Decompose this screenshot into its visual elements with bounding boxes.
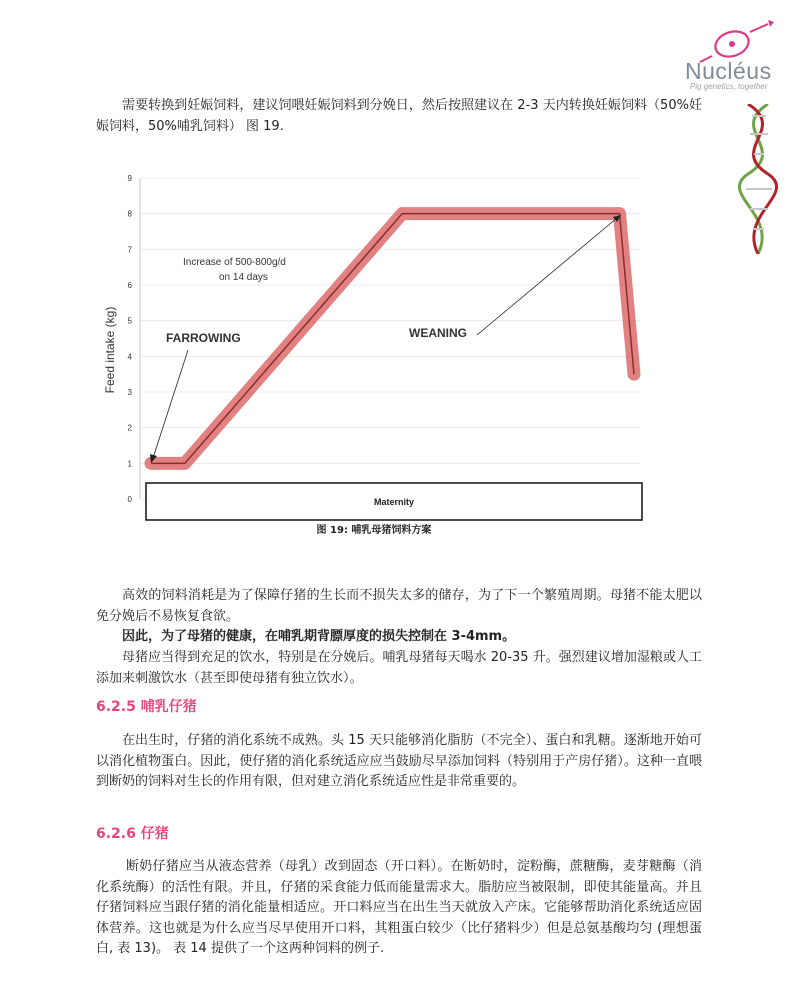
weaning-annotation: WEANING (409, 326, 467, 340)
y-tick-label: 6 (127, 281, 132, 290)
logo-tagline: Pig genetics, together (690, 82, 768, 91)
y-tick-label: 4 (127, 352, 132, 362)
logo-name: Nucléus (685, 58, 772, 84)
weaning-arrow (477, 218, 617, 335)
y-tick-label: 7 (127, 245, 132, 255)
section-6-2-6-text: 断奶仔猪应当从液态营养（母乳）改到固态（开口料）。在断奶时，淀粉酶，蔗糖酶，麦芽糖酶（消化系统酶）的活性有限。并且，仔猪的采食能力低而能量需求大。脂肪应当被限制，即使其能量高。并且仔猪饲料应当跟仔猪的消化能量相适应。开口料应当在出生当天就放入产床。它能够帮助消化系统适应固体营养。这也就是为什么应当尽早使用开口料，其粗蛋白较少（比仔猪料少）但是总氨基酸均匀 (理想蛋白, 表 13)。 表 14 提供了一个这两种饲料的例子. (96, 859, 702, 956)
paragraph-backfat: 因此，为了母猪的健康，在哺乳期背膘厚度的损失控制在 3-4mm。 (122, 629, 516, 644)
section-6-2-5-heading: 6.2.5 哺乳仔猪 (96, 699, 197, 715)
feed-intake-chart (96, 165, 656, 545)
y-tick-label: 2 (127, 423, 132, 433)
y-axis-label: Feed intake (kg) (103, 306, 117, 394)
paragraph-feed-efficiency: 高效的饲料消耗是为了保障仔猪的生长而不损失太多的储存，为了下一个繁殖周期。母猪不能太肥以免分娩后不易恢复食欲。 (96, 588, 702, 624)
dna-helix-icon (728, 104, 788, 254)
farrowing-annotation: FARROWING (166, 331, 241, 345)
y-tick-label: 9 (127, 174, 132, 183)
section-6-2-6-heading: 6.2.6 仔猪 (96, 826, 169, 842)
y-tick-label: 1 (127, 459, 132, 469)
increase-annotation-line1: Increase of 500-800g/d (183, 257, 286, 268)
y-tick-label: 3 (127, 388, 132, 397)
section-6-2-5-text: 在出生时，仔猪的消化系统不成熟。头 15 天只能够消化脂肪（不完全）、蛋白和乳糖。逐渐地开始可以消化植物蛋白。因此，使仔猪的消化系统适应应当鼓励尽早添加饲料（特别用于产房仔猪）。这种一直喂到断奶的饲料对生长的作用有限，但对建立消化系统适应性是非常重要的。 (96, 733, 702, 789)
y-tick-label: 8 (127, 209, 132, 219)
maternity-label: Maternity (373, 497, 415, 507)
farrowing-arrow (153, 350, 188, 458)
paragraph-water: 母猪应当得到充足的饮水，特别是在分娩后。哺乳母猪每天喝水 20-35 升。强烈建议增加湿粮或人工添加来刺激饮水（甚至即使母猪有独立饮水）。 (96, 650, 702, 686)
increase-annotation-line2: on 14 days (219, 272, 268, 283)
figure-caption: 图 19: 哺乳母猪饲料方案 (316, 525, 432, 536)
intro-paragraph: 需要转换到妊娠饲料，建议饲喂妊娠饲料到分娩日，然后按照建议在 2-3 天内转换妊娠饲料（50%妊娠饲料，50%哺乳饲料） 图 19. (96, 98, 702, 134)
y-tick-label: 0 (127, 495, 132, 504)
y-tick-label: 5 (127, 316, 132, 326)
